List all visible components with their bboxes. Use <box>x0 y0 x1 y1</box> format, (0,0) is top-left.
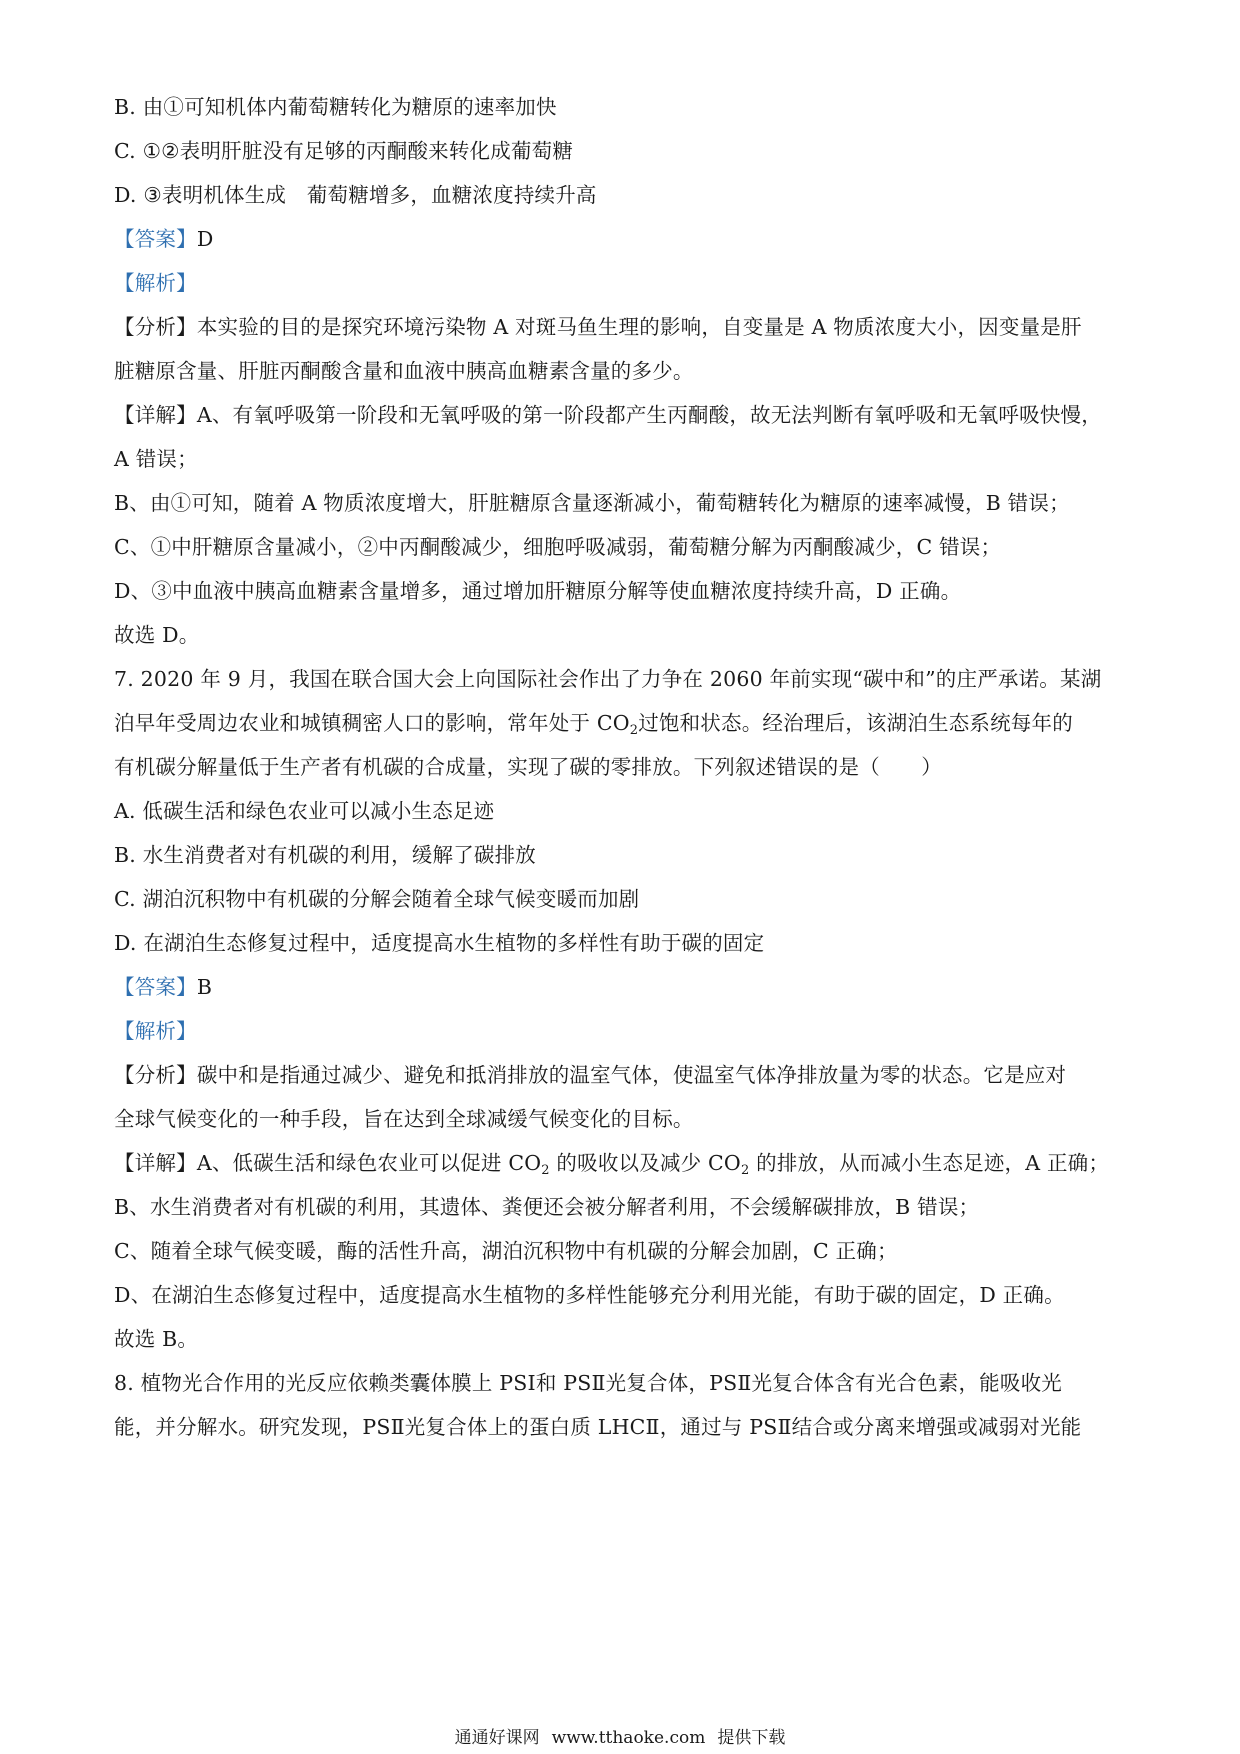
q7-option-d: D. 在湖泊生态修复过程中，适度提高水生植物的多样性有助于碳的固定 <box>114 931 765 955</box>
q7-stem-line3: 有机碳分解量低于生产者有机碳的合成量，实现了碳的零排放。下列叙述错误的是（ ） <box>114 755 942 779</box>
q6-xiangjie-line1 <box>114 400 1140 430</box>
answer-tag: 【答案】 <box>114 975 197 999</box>
q6-xiangjie-line5: D、③中血液中胰高血糖素含量增多，通过增加肝糖原分解等使血糖浓度持续升高，D 正确。 <box>114 579 962 603</box>
fenxi-tag: 【分析】 <box>114 1063 197 1087</box>
xiangjie-tag: 【详解】 <box>114 403 197 427</box>
footer-note: 提供下载 <box>717 1728 786 1748</box>
q7-xiangjie-line3: C、随着全球气候变暖，酶的活性升高，湖泊沉积物中有机碳的分解会加剧，C 正确； <box>114 1239 898 1263</box>
xiangjie-text-part2: 的吸收以及减少 CO <box>549 1151 741 1175</box>
answer-value: D <box>196 227 214 251</box>
q7-stem2-part1: 泊早年受周边农业和城镇稠密人口的影响，常年处于 CO <box>114 711 630 735</box>
xiangjie-text-part1: A、低碳生活和绿色农业可以促进 CO <box>196 1151 542 1175</box>
q7-option-b: B. 水生消费者对有机碳的利用，缓解了碳排放 <box>114 843 536 867</box>
fenxi-tag: 【分析】 <box>114 315 197 339</box>
answer-value: B <box>196 975 213 999</box>
page-footer <box>0 1726 1240 1750</box>
q7-xiangjie-line2: B、水生消费者对有机碳的利用，其遗体、粪便还会被分解者利用，不会缓解碳排放，B 错误； <box>114 1195 980 1219</box>
co2-subscript: 2 <box>740 1163 750 1178</box>
q6-fenxi-line2: 脏糖原含量、肝脏丙酮酸含量和血液中胰高血糖素含量的多少。 <box>114 359 694 383</box>
answer-tag: 【答案】 <box>114 227 197 251</box>
fenxi-text: 碳中和是指通过减少、避免和抵消排放的温室气体，使温室气体净排放量为零的状态。它是应对 <box>196 1063 1067 1087</box>
co2-subscript: 2 <box>629 723 639 738</box>
q6-fenxi-line1 <box>114 312 1140 342</box>
footer-url[interactable]: www.tthaoke.com <box>551 1728 706 1748</box>
q8-stem-line1: 8. 植物光合作用的光反应依赖类囊体膜上 PSⅠ和 PSⅡ光复合体，PSⅡ光复合体含有光合色素，能吸收光 <box>114 1371 1062 1395</box>
q7-option-c: C. 湖泊沉积物中有机碳的分解会随着全球气候变暖而加剧 <box>114 887 640 911</box>
q7-option-a: A. 低碳生活和绿色农业可以减小生态足迹 <box>114 799 495 823</box>
fenxi-text: 本实验的目的是探究环境污染物 A 对斑马鱼生理的影响，自变量是 A 物质浓度大小，因变量是肝 <box>196 315 1082 339</box>
q6-option-b: B. 由①可知机体内葡萄糖转化为糖原的速率加快 <box>114 95 557 119</box>
q7-answer <box>114 972 1140 1002</box>
xiangjie-text-part3: 的排放，从而减小生态足迹，A 正确； <box>749 1151 1110 1175</box>
footer-site-name: 通通好课网 <box>454 1728 540 1748</box>
q6-analysis-heading <box>114 268 1140 298</box>
q7-stem-line1: 7. 2020 年 9 月，我国在联合国大会上向国际社会作出了力争在 2060 年前实现“碳中和”的庄严承诺。某湖 <box>114 667 1102 691</box>
q7-stem2-part2: 过饱和状态。经治理后，该湖泊生态系统每年的 <box>638 711 1073 735</box>
q6-option-c: C. ①②表明肝脏没有足够的丙酮酸来转化成葡萄糖 <box>114 139 574 163</box>
q6-xiangjie-line3: B、由①可知，随着 A 物质浓度增大，肝脏糖原含量逐渐减小，葡萄糖转化为糖原的速率减慢，B 错误； <box>114 491 1070 515</box>
q7-xiangjie-line1 <box>114 1148 1140 1178</box>
q6-conclusion: 故选 D。 <box>114 623 200 647</box>
q6-xiangjie-line2: A 错误； <box>114 447 198 471</box>
xiangjie-text: A、有氧呼吸第一阶段和无氧呼吸的第一阶段都产生丙酮酸，故无法判断有氧呼吸和无氧呼吸快慢， <box>196 403 1102 427</box>
q7-conclusion: 故选 B。 <box>114 1327 199 1351</box>
xiangjie-tag: 【详解】 <box>114 1151 197 1175</box>
q6-xiangjie-line4: C、①中肝糖原含量减小，②中丙酮酸减少，细胞呼吸减弱，葡萄糖分解为丙酮酸减少，C 错误； <box>114 535 1002 559</box>
q7-stem-line2 <box>114 708 1140 738</box>
q7-fenxi-line1 <box>114 1060 1140 1090</box>
co2-subscript: 2 <box>541 1163 550 1178</box>
q8-stem-line2: 能，并分解水。研究发现，PSⅡ光复合体上的蛋白质 LHCⅡ，通过与 PSⅡ结合或分离来增强或减弱对光能 <box>114 1415 1082 1439</box>
q7-fenxi-line2: 全球气候变化的一种手段，旨在达到全球减缓气候变化的目标。 <box>114 1107 694 1131</box>
q6-option-d: D. ③表明机体生成 葡萄糖增多，血糖浓度持续升高 <box>114 183 597 207</box>
q7-xiangjie-line4: D、在湖泊生态修复过程中，适度提高水生植物的多样性能够充分利用光能，有助于碳的固定，D 正确。 <box>114 1283 1065 1307</box>
analysis-tag: 【解析】 <box>114 1019 197 1043</box>
q6-answer <box>114 224 1140 254</box>
analysis-tag: 【解析】 <box>114 271 197 295</box>
q7-analysis-heading <box>114 1016 1140 1046</box>
